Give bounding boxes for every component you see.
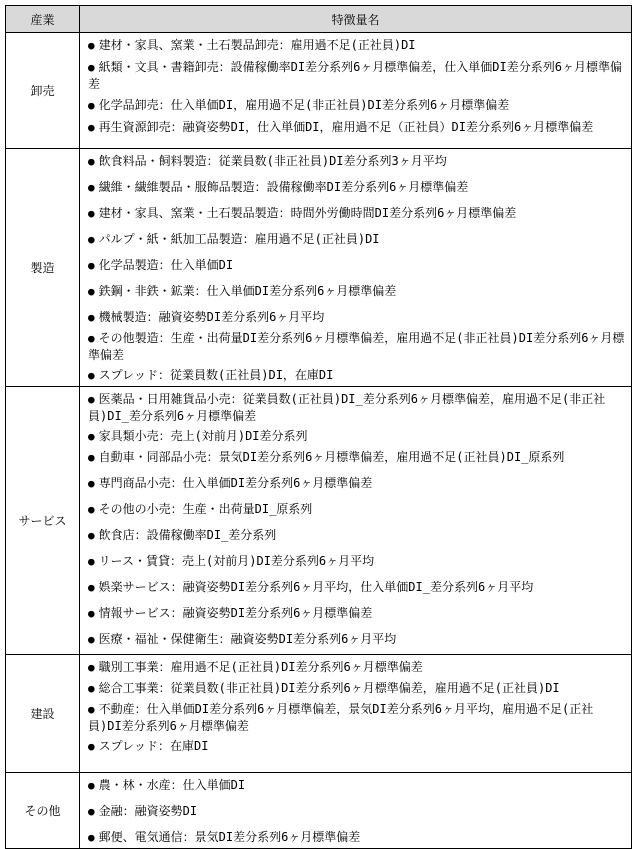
bullet-icon: ●: [88, 831, 95, 844]
list-item: [88, 553, 625, 570]
feature-text: 自動車・同部品小売：景気DI差分系列6ヶ月標準偏差，雇用過不足(正社員)DI_原系列: [98, 450, 565, 464]
feature-text: 情報サービス：融資姿勢DI差分系列6ヶ月標準偏差: [98, 606, 373, 620]
bullet-icon: ●: [88, 393, 95, 406]
list-item: [88, 330, 625, 363]
list-item: [88, 680, 625, 697]
feature-text: 建材・家具、窯業・土石製品卸売：雇用過不足(正社員)DI: [98, 38, 416, 52]
bullet-icon: ●: [88, 332, 95, 345]
bullet-icon: ●: [88, 805, 95, 818]
table-row: [6, 655, 632, 773]
feature-text: 飲食店：設備稼働率DI_差分系列: [98, 528, 277, 542]
list-item: [88, 283, 625, 300]
features-cell: [80, 149, 632, 387]
feature-text: 医薬品・日用雑貨品小売：従業員数(正社員)DI_差分系列6ヶ月標準偏差，雇用過不足(非正社員)DI_差分系列6ヶ月標準偏差: [88, 392, 606, 423]
table-row: [6, 33, 632, 149]
industry-cell: 卸売: [6, 33, 80, 149]
feature-text: 娯楽サービス：融資姿勢DI差分系列6ヶ月平均，仕入単価DI_差分系列6ヶ月平均: [98, 580, 534, 594]
feature-text: 医療・福祉・保健衛生：融資姿勢DI差分系列6ヶ月平均: [98, 632, 397, 646]
bullet-icon: ●: [88, 430, 95, 443]
bullet-icon: ●: [88, 259, 95, 272]
bullet-icon: ●: [88, 99, 95, 112]
bullet-icon: ●: [88, 311, 95, 324]
bullet-icon: ●: [88, 779, 95, 792]
bullet-icon: ●: [88, 529, 95, 542]
industry-cell: その他: [6, 773, 80, 849]
feature-text: 農・林・水産：仕入単価DI: [98, 778, 246, 792]
header-industry: 産業: [6, 6, 80, 33]
feature-table: [5, 5, 632, 849]
feature-list: [88, 391, 625, 648]
feature-text: 建材・家具、窯業・土石製品製造：時間外労働時間DI差分系列6ヶ月標準偏差: [98, 206, 517, 220]
feature-list: [88, 153, 625, 384]
list-item: [88, 309, 625, 326]
bullet-icon: ●: [88, 285, 95, 298]
header-features: 特徴量名: [80, 6, 632, 33]
features-cell: [80, 33, 632, 149]
bullet-icon: ●: [88, 155, 95, 168]
feature-text: 化学品製造：仕入単価DI: [98, 258, 234, 272]
list-item: [88, 527, 625, 544]
bullet-icon: ●: [88, 207, 95, 220]
feature-text: その他の小売：生産・出荷量DI_原系列: [98, 502, 313, 516]
bullet-icon: ●: [88, 121, 95, 134]
list-item: [88, 501, 625, 518]
feature-text: 化学品卸売：仕入単価DI，雇用過不足(非正社員)DI差分系列6ヶ月標準偏差: [98, 98, 510, 112]
industry-cell: 製造: [6, 149, 80, 387]
list-item: [88, 449, 625, 466]
bullet-icon: ●: [88, 633, 95, 646]
bullet-icon: ●: [88, 369, 95, 382]
list-item: [88, 579, 625, 596]
feature-text: 郵便、電気通信：景気DI差分系列6ヶ月標準偏差: [98, 830, 361, 844]
feature-text: 家具類小売：売上(対前月)DI差分系列: [98, 429, 308, 443]
bullet-icon: ●: [88, 555, 95, 568]
list-item: [88, 257, 625, 274]
bullet-icon: ●: [88, 503, 95, 516]
feature-text: 金融：融資姿勢DI: [98, 804, 198, 818]
list-item: [88, 367, 625, 384]
feature-list: [88, 37, 625, 136]
list-item: [88, 701, 625, 734]
feature-text: 総合工事業：従業員数(非正社員)DI差分系列6ヶ月標準偏差，雇用過不足(正社員)DI: [98, 681, 560, 695]
feature-text: パルプ・紙・紙加工品製造：雇用過不足(正社員)DI: [98, 232, 380, 246]
industry-cell: 建設: [6, 655, 80, 773]
list-item: [88, 829, 625, 846]
table-row: [6, 149, 632, 387]
feature-list: [88, 659, 625, 755]
bullet-icon: ●: [88, 39, 95, 52]
feature-text: 飲食料品・飼料製造：従業員数(非正社員)DI差分系列3ヶ月平均: [98, 154, 447, 168]
bullet-icon: ●: [88, 703, 95, 716]
header-row: [6, 6, 632, 33]
feature-text: 不動産：仕入単価DI差分系列6ヶ月標準偏差，景気DI差分系列6ヶ月平均，雇用過不足(正社員)DI差分系列6ヶ月標準偏差: [88, 702, 594, 733]
feature-text: 鉄鋼・非鉄・鉱業：仕入単価DI差分系列6ヶ月標準偏差: [98, 284, 397, 298]
list-item: [88, 777, 625, 794]
feature-text: スプレッド：在庫DI: [98, 739, 209, 753]
bullet-icon: ●: [88, 607, 95, 620]
list-item: [88, 391, 625, 424]
feature-text: 職別工事業：雇用過不足(正社員)DI差分系列6ヶ月標準偏差: [98, 660, 423, 674]
list-item: [88, 475, 625, 492]
bullet-icon: ●: [88, 181, 95, 194]
features-cell: [80, 773, 632, 849]
list-item: [88, 631, 625, 648]
bullet-icon: ●: [88, 61, 95, 74]
feature-text: その他製造：生産・出荷量DI差分系列6ヶ月標準偏差，雇用過不足(非正社員)DI差分系列6ヶ月標準偏差: [88, 331, 625, 362]
bullet-icon: ●: [88, 233, 95, 246]
table-row: [6, 773, 632, 849]
bullet-icon: ●: [88, 477, 95, 490]
list-item: [88, 605, 625, 622]
list-item: [88, 179, 625, 196]
feature-text: スプレッド：従業員数(正社員)DI，在庫DI: [98, 368, 334, 382]
bullet-icon: ●: [88, 682, 95, 695]
feature-text: 専門商品小売：仕入単価DI差分系列6ヶ月標準偏差: [98, 476, 373, 490]
list-item: [88, 37, 625, 54]
feature-text: 紙類・文具・書籍卸売：設備稼働率DI差分系列6ヶ月標準偏差，仕入単価DI差分系列6ヶ月標準偏差: [88, 60, 622, 91]
feature-list: [88, 777, 625, 846]
bullet-icon: ●: [88, 581, 95, 594]
features-cell: [80, 387, 632, 655]
feature-text: 繊維・繊維製品・服飾品製造：設備稼働率DI差分系列6ヶ月標準偏差: [98, 180, 469, 194]
list-item: [88, 428, 625, 445]
feature-text: リース・賃貸：売上(対前月)DI差分系列6ヶ月平均: [98, 554, 375, 568]
list-item: [88, 153, 625, 170]
list-item: [88, 119, 625, 136]
list-item: [88, 97, 625, 114]
bullet-icon: ●: [88, 451, 95, 464]
list-item: [88, 659, 625, 676]
list-item: [88, 738, 625, 755]
bullet-icon: ●: [88, 740, 95, 753]
list-item: [88, 205, 625, 222]
bullet-icon: ●: [88, 661, 95, 674]
list-item: [88, 803, 625, 820]
list-item: [88, 231, 625, 248]
list-item: [88, 59, 625, 92]
features-cell: [80, 655, 632, 773]
feature-text: 機械製造：融資姿勢DI差分系列6ヶ月平均: [98, 310, 325, 324]
industry-cell: サービス: [6, 387, 80, 655]
table-row: [6, 387, 632, 655]
feature-text: 再生資源卸売：融資姿勢DI，仕入単価DI，雇用過不足（正社員）DI差分系列6ヶ月標準偏差: [98, 120, 594, 134]
